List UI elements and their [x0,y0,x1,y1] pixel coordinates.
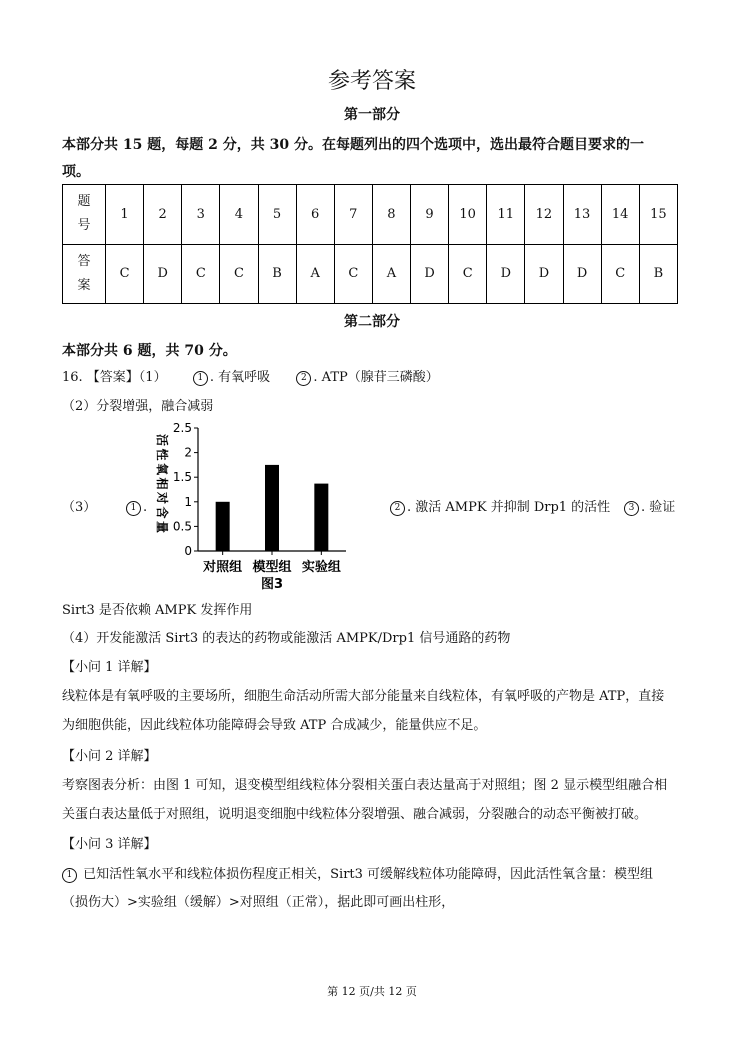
table-row-answers [63,244,678,304]
answer-cell: D [525,244,563,304]
answer-cell: B [639,244,677,304]
bar-2 [314,484,328,551]
answer-cell: D [411,244,449,304]
chart-caption: 图3 [260,577,284,592]
question-number: 13 [563,185,601,245]
bar-1 [265,465,279,551]
sub3-line1: 1 已知活性氧水平和线粒体损伤程度正相关，Sirt3 可缓解线粒体功能障碍，因此活性氧含量：模型组 [62,864,653,886]
y-tick-label: 2 [184,445,192,460]
answer-table [62,184,678,304]
sub2-line1: 考察图表分析：由图 1 可知，退变模型组线粒体分裂相关蛋白表达量高于对照组；图 2 显示模型组融合相 [62,778,668,793]
question-number: 4 [220,185,258,245]
row-header-number: 题 号 [63,185,106,245]
answer-cell: C [449,244,487,304]
circle-number: 2 [390,501,405,516]
y-tick-label: 0.5 [172,519,192,534]
sub1-line2: 为细胞供能，因此线粒体功能障碍会导致 ATP 合成减少，能量供应不足。 [62,718,487,733]
table-row-numbers [63,185,678,245]
y-axis-label-char: 相 [155,477,169,490]
q16-answer-4: （4）开发能激活 Sirt3 的表达的药物或能激活 AMPK/Drp1 信号通路的药物 [62,631,511,646]
q16-answer-3-c3: 3 . 验证 [624,497,675,519]
activity-chart [150,420,390,600]
question-number: 14 [601,185,639,245]
answer-cell: D [487,244,525,304]
answer-cell: C [334,244,372,304]
x-tick-label: 实验组 [301,560,341,575]
y-tick-label: 0 [184,544,192,558]
q16-answer-3-c1: 1 . [126,497,147,519]
q16-answer-3-c2: 2 . 激活 AMPK 并抑制 Drp1 的活性 [390,497,610,519]
sub1-line1: 线粒体是有氧呼吸的主要场所，细胞生命活动所需大部分能量来自线粒体，有氧呼吸的产物是 ATP，直接 [62,689,665,704]
row-header-answer: 答 案 [63,244,106,304]
part1-instruction-cont: 项。 [62,164,90,180]
question-number: 6 [296,185,334,245]
question-number: 1 [106,185,144,245]
question-number: 8 [372,185,410,245]
part2-instruction: 本部分共 6 题，共 70 分。 [62,343,237,359]
page-footer: 第 12 页/共 12 页 [327,985,417,998]
question-number: 3 [182,185,220,245]
circle-number: 1 [62,868,77,883]
circle-number: 1 [193,371,208,386]
part1-heading: 第一部分 [344,107,400,123]
y-axis-label-char: 性 [155,448,169,461]
q16-answer-2: （2）分裂增强，融合减弱 [62,399,214,414]
answer-cell: A [296,244,334,304]
question-number: 11 [487,185,525,245]
y-axis-label-char: 含 [155,506,169,519]
y-axis-label-char: 氧 [155,462,169,476]
answer-cell: D [144,244,182,304]
answer-cell: C [106,244,144,304]
answer-cell: C [182,244,220,304]
sub3-title: 【小问 3 详解】 [62,837,157,852]
question-number: 9 [411,185,449,245]
part1-instruction: 本部分共 15 题，每题 2 分，共 30 分。在每题列出的四个选项中，选出最符合题目要求的一 [62,137,644,153]
part2-heading: 第二部分 [344,314,400,330]
y-tick-label: 1.5 [172,470,192,485]
answer-cell: A [372,244,410,304]
sub2-title: 【小问 2 详解】 [62,749,157,764]
circle-number: 3 [624,501,639,516]
circle-number: 1 [126,501,141,516]
answer-cell: C [220,244,258,304]
sub2-line2: 关蛋白表达量低于对照组，说明退变细胞中线粒体分裂增强、融合减弱，分裂融合的动态平衡被打破。 [62,807,648,822]
bar-0 [216,502,230,551]
question-number: 5 [258,185,296,245]
answer-cell: D [563,244,601,304]
y-tick-label: 1 [184,494,192,509]
answer-cell: B [258,244,296,304]
q16-answer-3-cont: Sirt3 是否依赖 AMPK 发挥作用 [62,603,253,618]
y-axis-label-char: 活 [155,433,169,447]
y-axis-label-char: 量 [155,520,169,534]
question-number: 2 [144,185,182,245]
y-axis-label-char: 对 [155,491,169,505]
x-tick-label: 对照组 [203,560,243,575]
sub1-title: 【小问 1 详解】 [62,660,157,675]
q16-answer-3-label: （3） [62,500,97,515]
question-number: 12 [525,185,563,245]
answer-cell: C [601,244,639,304]
circle-number: 2 [296,371,311,386]
question-number: 10 [449,185,487,245]
sub3-line2: （损伤大）>实验组（缓解）>对照组（正常），据此即可画出柱形， [62,895,455,910]
question-number: 15 [639,185,677,245]
x-tick-label: 模型组 [252,560,292,575]
y-tick-label: 2.5 [172,421,192,435]
page-title: 参考答案 [327,69,416,94]
question-number: 7 [334,185,372,245]
q16-answer-1: 16. 【答案】（1） 1 . 有氧呼吸 2 . ATP（腺苷三磷酸） [62,370,439,385]
